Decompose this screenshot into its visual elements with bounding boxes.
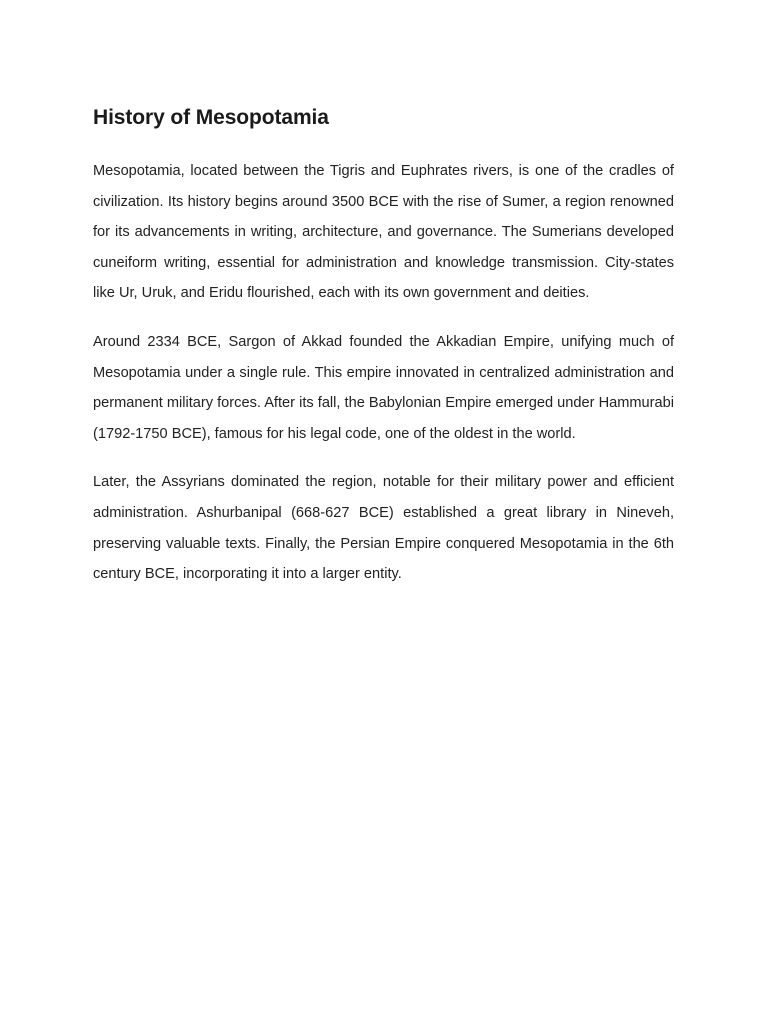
paragraph-sumer: Mesopotamia, located between the Tigris and Euphrates rivers, is one of the cradles of civilization. Its history begins around 3500 BCE with the rise of Sumer, a region renowned for its advancements in writing, architecture, and governance. The Sumerians developed cuneiform writing, essential for administration and knowledge transmission. City-states like Ur, Uruk, and Eridu flourished, each with its own government and deities. — [93, 163, 674, 302]
document-body — [93, 104, 674, 590]
page-title: History of Mesopotamia — [93, 106, 329, 129]
paragraph-akkad-babylon: Around 2334 BCE, Sargon of Akkad founded the Akkadian Empire, unifying much of Mesopotamia under a single rule. This empire innovated in centralized administration and permanent military forces. After its fall, the Babylonian Empire emerged under Hammurabi (1792-1750 BCE), famous for his legal code, one of the oldest in the world. — [93, 333, 674, 442]
paragraph-assyria-persia: Later, the Assyrians dominated the region, notable for their military power and efficient administration. Ashurbanipal (668-627 BCE) established a great library in Nineveh, preserving valuable texts. Finally, the Persian Empire conquered Mesopotamia in the 6th century BCE, incorporating it into a larger entity. — [93, 474, 674, 583]
